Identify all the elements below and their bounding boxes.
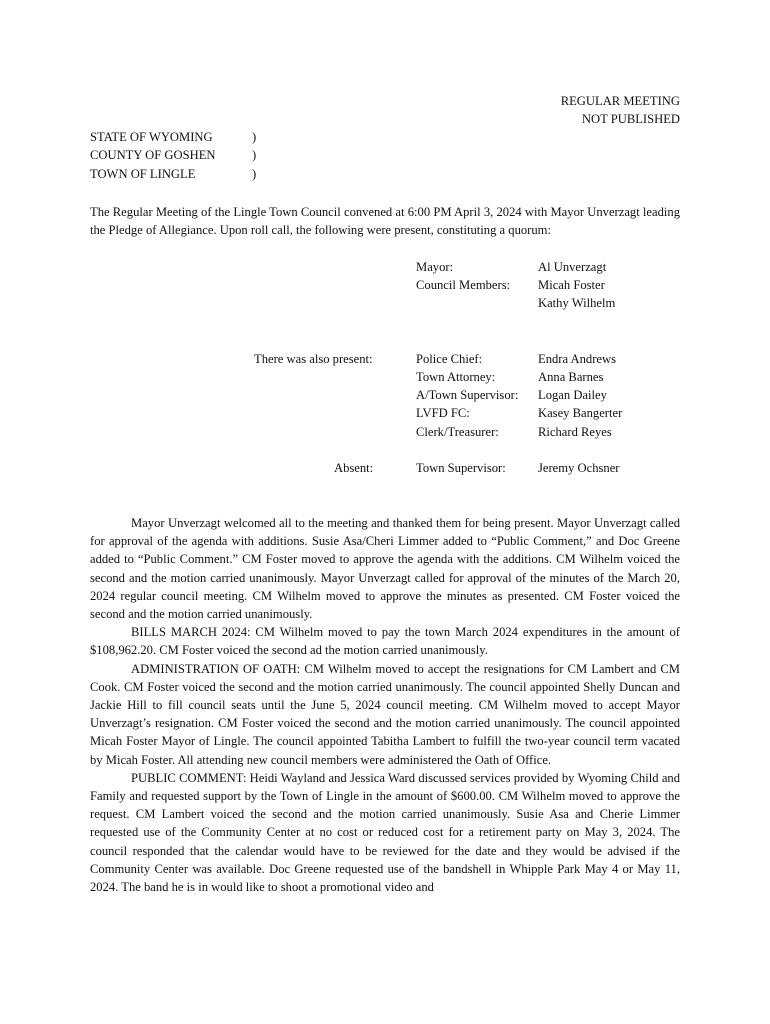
caption-paren: )	[252, 130, 257, 144]
caption-town: TOWN OF LINGLE	[90, 167, 196, 181]
header-line-2: NOT PUBLISHED	[581, 112, 680, 127]
intro-text: The Regular Meeting of the Lingle Town Council convened at 6:00 PM April 3, 2024 with Mayor Unverzagt leading the Pledge of Allegiance. Upon roll call, the following were present, constituting a quorum:	[90, 205, 680, 238]
absent-label: Absent:	[334, 461, 374, 475]
absent-name: Jeremy Ochsner	[538, 461, 620, 475]
role-label: Town Attorney:	[416, 370, 496, 384]
role-label: Town Supervisor:	[416, 461, 506, 475]
staff-name: Anna Barnes	[538, 370, 604, 384]
staff-name: Endra Andrews	[538, 352, 616, 366]
caption-paren: )	[252, 148, 257, 162]
caption-state: STATE OF WYOMING	[90, 130, 213, 144]
paragraph-welcome: Mayor Unverzagt welcomed all to the meeting and thanked them for being present. Mayor Unverzagt called for approval of the agenda with additions. Susie Asa/Cheri Limmer added to “Public Comment,” and Doc Greene added to “Public Comment.” CM Foster moved to approve the agenda with the additions. CM Wilhelm voiced the second and the motion carried unanimously. Mayor Unverzagt called for approval of the minutes of the March 20, 2024 regular council meeting. CM Wilhelm moved to approve the minutes as presented. CM Foster voiced the second and the motion carried unanimously.	[90, 516, 680, 622]
member-name: Al Unverzagt	[538, 260, 607, 274]
caption-paren: )	[252, 167, 257, 181]
role-label: Clerk/Treasurer:	[416, 425, 499, 439]
meeting-header	[561, 92, 680, 129]
minutes-body	[90, 514, 680, 896]
paragraph-public-comment: PUBLIC COMMENT: Heidi Wayland and Jessica Ward discussed services provided by Wyoming Child and Family and requested support by the Town of Lingle in the amount of $600.00. CM Wilhelm moved to approve the request. CM Lambert voiced the second and the motion carried unanimously. Susie Asa and Cherie Limmer requested use of the Community Center at no cost or reduced cost for a retirement party on May 3, 2024. The council responded that the calendar would have to be reviewed for the date and they would be advised if the Community Center was available. Doc Greene requested use of the bandshell in Whipple Park May 4 or May 11, 2024. The band he is in would like to shoot a promotional video and	[90, 770, 680, 895]
role-label: LVFD FC:	[416, 406, 470, 420]
caption-county: COUNTY OF GOSHEN	[90, 148, 216, 162]
paragraph-bills: BILLS MARCH 2024: CM Wilhelm moved to pay the town March 2024 expenditures in the amount of $108,962.20. CM Foster voiced the second ad the motion carried unanimously.	[90, 625, 680, 658]
staff-name: Kasey Bangerter	[538, 406, 623, 420]
staff-name: Logan Dailey	[538, 388, 607, 402]
intro-paragraph	[90, 203, 680, 239]
role-label: Council Members:	[416, 278, 511, 292]
paragraph-oath: ADMINISTRATION OF OATH: CM Wilhelm moved to accept the resignations for CM Lambert and CM Cook. CM Foster voiced the second and the motion carried unanimously. The council appointed Shelly Duncan and Jackie Hill to fill council seats until the June 5, 2024 council meeting. CM Wilhelm moved to accept Mayor Unverzagt’s resignation. CM Foster voiced the second and the motion carried unanimously. The council appointed Micah Foster Mayor of Lingle. The council appointed Tabitha Lambert to fulfill the two-year council term vacated by Micah Foster. All attending new council members were administered the Oath of Office.	[90, 661, 680, 767]
role-label: Mayor:	[416, 260, 454, 274]
staff-name: Richard Reyes	[538, 425, 612, 439]
member-name: Micah Foster	[538, 278, 605, 292]
also-present-label: There was also present:	[254, 352, 373, 366]
role-label: A/Town Supervisor:	[416, 388, 519, 402]
header-line-1: REGULAR MEETING	[560, 94, 680, 108]
role-label: Police Chief:	[416, 352, 483, 366]
member-name: Kathy Wilhelm	[538, 296, 616, 310]
